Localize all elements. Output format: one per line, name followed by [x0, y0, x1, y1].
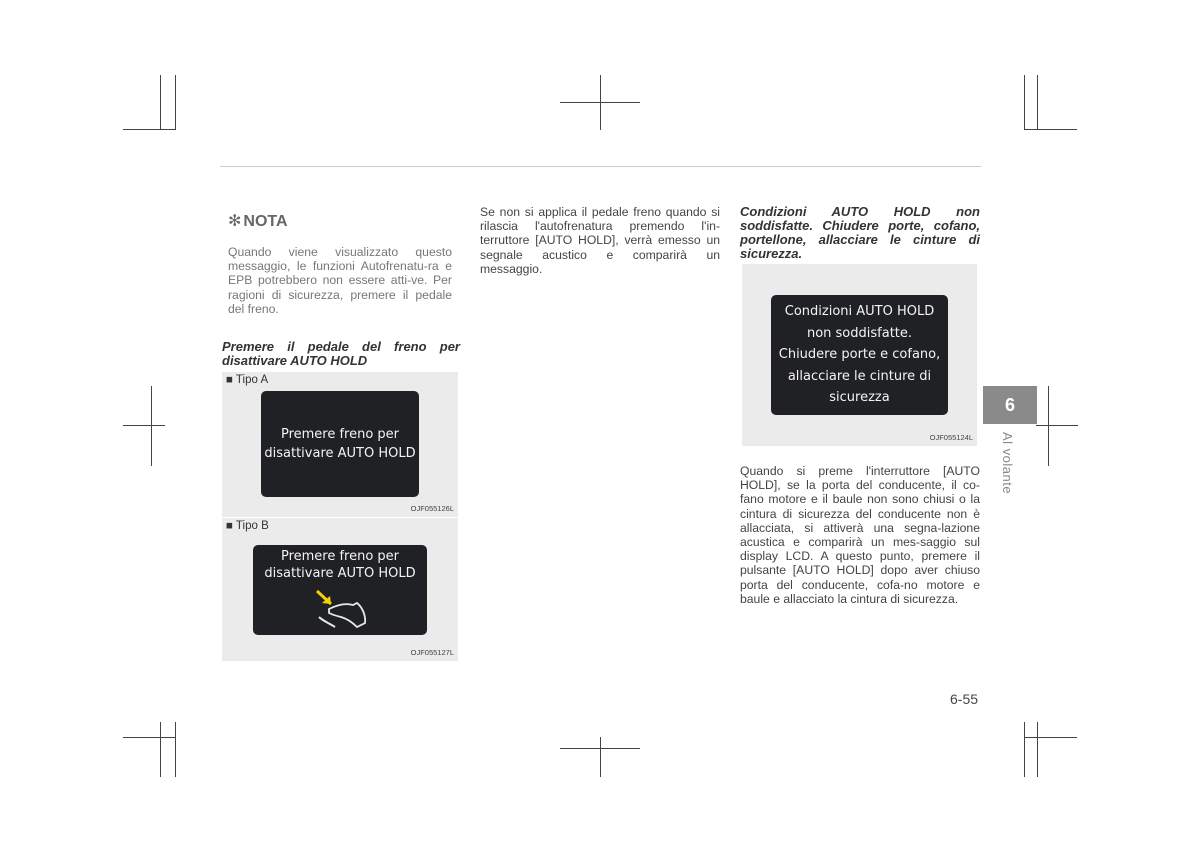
lcd-display-b	[253, 545, 427, 635]
note-star-icon: ✻	[228, 213, 242, 230]
figure-conditions	[742, 264, 977, 446]
section2-heading: Condizioni AUTO HOLD non soddisfatte. Chiudere porte, cofano, portellone, allacciare le cinture di sicurezza.	[740, 204, 980, 261]
lcd-a-line2: disattivare AUTO HOLD	[264, 446, 416, 461]
column-3	[740, 205, 980, 261]
brake-pedal-icon	[313, 587, 373, 631]
lcd-b-line1: Premere freno per	[280, 549, 400, 564]
note-text: Quando viene visualizzato questo messaggio, le funzioni Autofrenatu-ra e EPB potrebbero non essere atti-ve. Per ragioni di sicurezza, premere il pedale del freno.	[228, 245, 452, 316]
lcd-display-a	[261, 391, 419, 497]
note-title: ✻ NOTA	[228, 213, 288, 230]
column-2-text: Se non si applica il pedale freno quando si rilascia l'autofrenatura premendo l'in-terruttore [AUTO HOLD], verrà emesso un segnale acustico e comparirà un messaggio.	[480, 205, 720, 276]
section1-heading: Premere il pedale del freno per disattivare AUTO HOLD	[222, 339, 460, 368]
figure-type-b	[222, 518, 458, 661]
chapter-tab: 6	[983, 386, 1037, 424]
figure-conditions-code: OJF055124L	[929, 433, 973, 442]
column-1	[228, 205, 452, 316]
figure-b-code: OJF055127L	[410, 648, 454, 657]
lcd-c-line1: Condizioni AUTO HOLD	[784, 304, 935, 319]
lcd-a-line1: Premere freno per	[280, 427, 400, 442]
figure-type-b-label: ■ Tipo B	[226, 520, 269, 532]
page-number: 6-55	[950, 691, 979, 707]
figure-a-code: OJF055126L	[410, 504, 454, 513]
figure-type-a-label: ■ Tipo A	[226, 374, 269, 386]
figure-type-a	[222, 372, 458, 517]
header-rule	[220, 166, 981, 167]
lcd-display-conditions	[771, 295, 948, 415]
lcd-c-line2: non soddisfatte.	[806, 325, 913, 341]
section2-text: Quando si preme l'interruttore [AUTO HOLD], se la porta del conducente, il co-fano motore e il baule non sono chiusi o la cintura di sicurezza del conducente non è allacciata, si attiverà una segna-lazione acustica e comparirà un mes-saggio sul display LCD. A questo punto, premere il pulsante [AUTO HOLD] dopo aver chiuso porta del conducente, cofa-no motore e baule e allacciato la cintura di sicurezza.	[740, 464, 980, 606]
column-2	[480, 205, 720, 276]
lcd-c-line4: allacciare le cinture di	[787, 368, 932, 384]
chapter-label: Al volante	[1000, 432, 1015, 495]
lcd-c-line5: sicurezza	[829, 390, 890, 405]
lcd-b-line2: disattivare AUTO HOLD	[264, 566, 416, 581]
lcd-c-line3: Chiudere porte e cofano,	[778, 347, 941, 362]
